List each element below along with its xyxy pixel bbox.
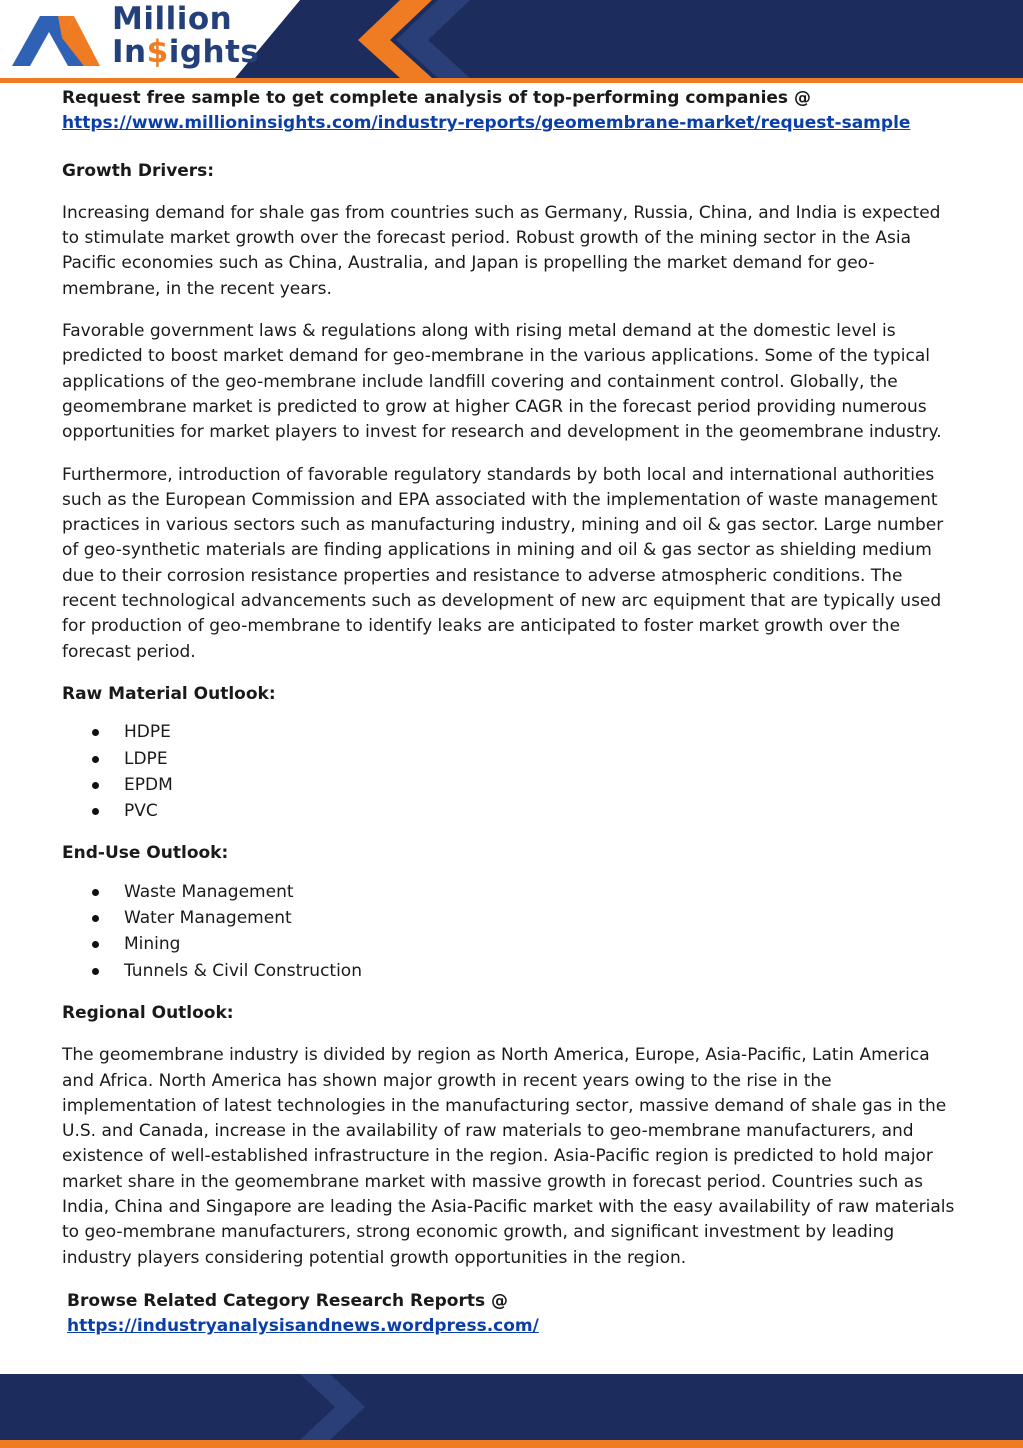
brand-name-line2: [112, 34, 260, 70]
list-item: [62, 905, 962, 931]
list-item: [62, 958, 962, 984]
browse-reports-label: Browse Related Category Research Reports @: [67, 1290, 509, 1311]
brand-name-part-b: ights: [168, 34, 260, 70]
brand-name-line1: Million: [112, 1, 233, 37]
end-use-heading: End-Use Outlook:: [62, 843, 229, 864]
list-item: [62, 798, 962, 824]
request-sample-link[interactable]: https://www.millioninsights.com/industry-reports/geomembrane-market/request-sample: [62, 113, 911, 134]
bullet-icon: [92, 729, 99, 736]
request-sample-label: Request free sample to get complete analysis of top-performing companies @: [62, 88, 811, 108]
list-item-label: LDPE: [124, 748, 168, 769]
list-item-label: Tunnels & Civil Construction: [124, 960, 362, 981]
list-item: [62, 772, 962, 798]
list-item-label: Water Management: [124, 908, 292, 929]
bullet-icon: [92, 808, 99, 815]
raw-material-heading: Raw Material Outlook:: [62, 683, 276, 704]
bullet-icon: [92, 889, 99, 896]
growth-paragraph-2: Favorable government laws & regulations along with rising metal demand at the domestic level is predicted to boost market demand for geo-membrane in the various applications. Some of the typical applications of the geo-membrane include landfill covering and containment control. Globally, the geomembrane market is predicted to grow at higher CAGR in the forecast period providing numerous opportunities for market players to invest for research and development in the geomembrane industry.: [62, 321, 942, 443]
brand-name-part-a: In: [112, 34, 147, 70]
growth-paragraph-1: Increasing demand for shale gas from countries such as Germany, Russia, China, and India is expected to stimulate market growth over the forecast period. Robust growth of the mining sector in the Asia Pacific economies such as China, Australia, and Japan is propelling the market demand for geo-membrane, in the recent years.: [62, 202, 941, 299]
bullet-icon: [92, 968, 99, 975]
list-item: [62, 879, 962, 905]
list-item: [62, 746, 962, 772]
browse-reports-line: [62, 1289, 962, 1340]
raw-material-list: [62, 719, 962, 824]
growth-paragraph-3: Furthermore, introduction of favorable regulatory standards by both local and international authorities such as the European Commission and EPA associated with the implementation of waste management practices in various sectors such as manufacturing industry, mining and oil & gas sector. Large number of geo-synthetic materials are finding applications in mining and oil & gas sector as shielding medium due to their corrosion resistance properties and resistance to adverse atmospheric conditions. The recent technological advancements such as development of new arc equipment that are typically used for production of geo-membrane to identify leaks are anticipated to foster market growth over the forecast period.: [62, 464, 944, 662]
brand-logo: [112, 1, 260, 70]
bullet-icon: [92, 756, 99, 763]
list-item: [62, 931, 962, 957]
growth-drivers-heading: Growth Drivers:: [62, 160, 215, 181]
brand-dollar-mark: $: [146, 34, 169, 70]
document-body: [62, 86, 962, 1339]
page-footer: [0, 1374, 1023, 1448]
bullet-icon: [92, 941, 99, 948]
browse-reports-link[interactable]: https://industryanalysisandnews.wordpress.com/: [67, 1316, 539, 1337]
list-item-label: Mining: [124, 934, 181, 955]
end-use-list: [62, 879, 962, 984]
bullet-icon: [92, 782, 99, 789]
list-item-label: EPDM: [124, 774, 173, 795]
list-item-label: HDPE: [124, 722, 171, 743]
page-header: [0, 0, 1023, 86]
footer-banner: [0, 1374, 1023, 1448]
list-item-label: PVC: [124, 801, 158, 822]
regional-heading: Regional Outlook:: [62, 1002, 234, 1023]
bullet-icon: [92, 915, 99, 922]
list-item-label: Waste Management: [124, 881, 294, 902]
regional-paragraph: The geomembrane industry is divided by region as North America, Europe, Asia-Pacific, Latin America and Africa. North America has shown major growth in recent years owing to the rise in the implementation of latest technologies in the manufacturing sector, massive demand of shale gas in the U.S. and Canada, increase in the availability of raw materials to geo-membrane manufacturers, and existence of well-established infrastructure in the region. Asia-Pacific region is predicted to hold major market share in the geomembrane market with massive growth in forecast period. Countries such as India, China and Singapore are leading the Asia-Pacific market with the easy availability of raw materials to geo-membrane manufacturers, strong economic growth, and significant investment by leading industry players considering potential growth opportunities in the region.: [62, 1045, 955, 1268]
list-item: [62, 719, 962, 745]
